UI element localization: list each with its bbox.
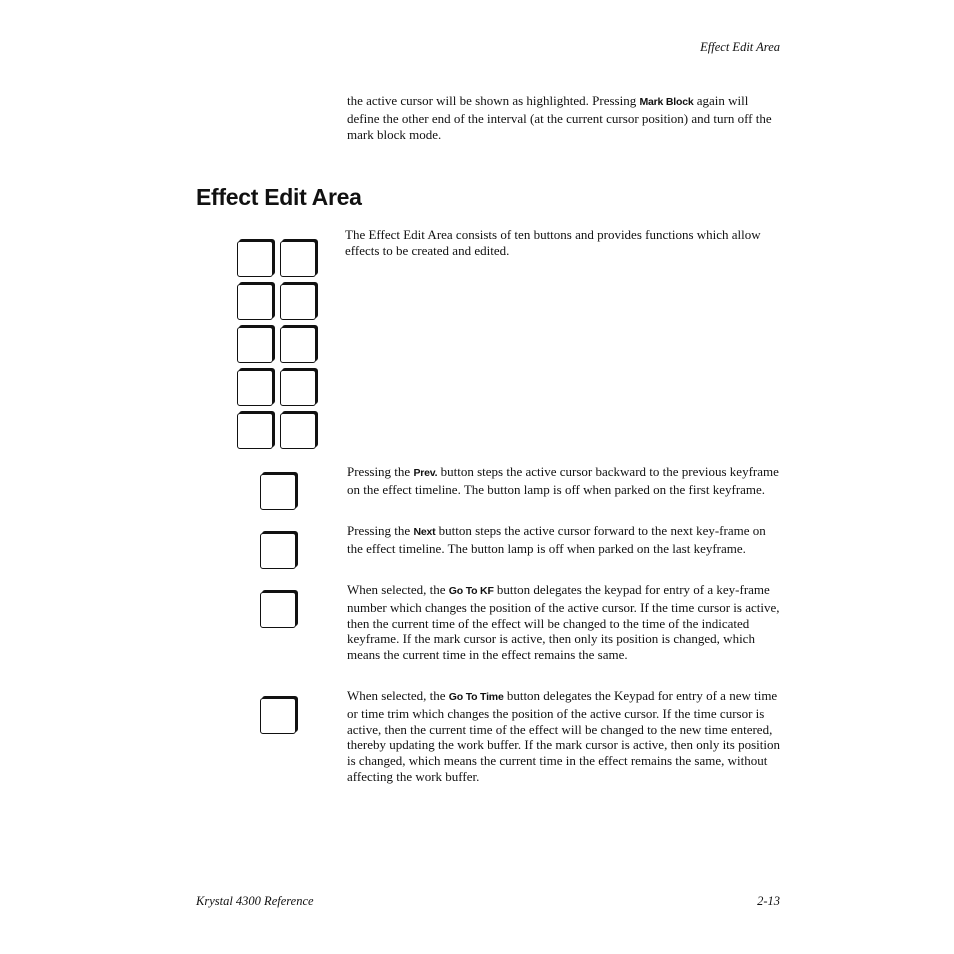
- go-to-time-button-icon: [260, 698, 296, 734]
- grid-button-icon: [237, 327, 273, 363]
- grid-button-icon: [280, 241, 316, 277]
- grid-button-icon: [280, 413, 316, 449]
- prev-button-icon: [260, 474, 296, 510]
- prev-keyword: Prev.: [413, 467, 438, 479]
- next-button-icon: [260, 533, 296, 569]
- grid-button-icon: [237, 413, 273, 449]
- effect-edit-button-grid: [236, 238, 322, 454]
- go-to-kf-keyword: Go To KF: [448, 585, 494, 597]
- grid-button-icon: [280, 284, 316, 320]
- running-header: Effect Edit Area: [700, 40, 780, 54]
- next-keyword: Next: [413, 526, 436, 538]
- mark-block-keyword: Mark Block: [639, 96, 694, 108]
- next-description: Pressing the Next button steps the active cursor forward to the next key-frame on the effect timeline. The button lamp is off when parked on the last keyframe.: [347, 523, 766, 556]
- grid-button-icon: [237, 284, 273, 320]
- go-to-time-description: When selected, the Go To Time button delegates the Keypad for entry of a new time or time trim which changes the position of the active cursor. If the time cursor is active, then the current time of the effect will be changed to the new time entered, thereby updating the work buffer. If the mark cursor is active, then only its position is changed, which means the current time in the effect remains the same, without affecting the work buffer.: [347, 688, 780, 784]
- go-to-time-keyword: Go To Time: [448, 691, 504, 703]
- grid-button-icon: [280, 327, 316, 363]
- grid-button-icon: [237, 370, 273, 406]
- footer-page-number: 2-13: [757, 894, 780, 908]
- grid-button-icon: [237, 241, 273, 277]
- grid-button-icon: [280, 370, 316, 406]
- section-description: The Effect Edit Area consists of ten buttons and provides functions which allow effects to be created and edited.: [345, 227, 761, 258]
- footer-document-title: Krystal 4300 Reference: [196, 894, 314, 908]
- intro-paragraph: the active cursor will be shown as highlighted. Pressing Mark Block again will define the other end of the interval (at the current cursor position) and turn off the mark block mode.: [347, 93, 772, 142]
- section-title: Effect Edit Area: [196, 184, 362, 210]
- go-to-kf-description: When selected, the Go To KF button delegates the keypad for entry of a key-frame number which changes the position of the active cursor. If the time cursor is active, then the current time of the effect will be changed to the time of the indicated keyframe. If the mark cursor is active, then only its position is changed, which means the current time in the effect remains the same.: [347, 582, 780, 663]
- go-to-kf-button-icon: [260, 592, 296, 628]
- prev-description: Pressing the Prev. button steps the active cursor backward to the previous keyframe on the effect timeline. The button lamp is off when parked on the first keyframe.: [347, 464, 779, 497]
